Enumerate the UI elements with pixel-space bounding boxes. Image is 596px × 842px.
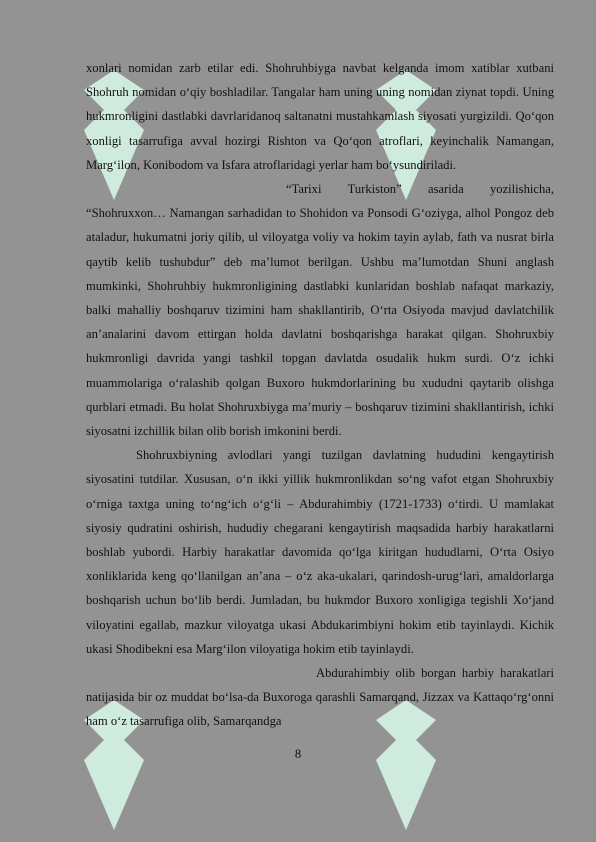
- page-number: 8: [294, 747, 302, 761]
- paragraph: Abdurahimbiy olib borgan harbiy harakatlari natijasida bir oz muddat boʻlsa-da Buxoroga qarashli Samarqand, Jizzax va Kattaqoʻrgʻonni ham oʻz tasarrufiga olib, Samarqandga: [86, 666, 554, 729]
- paragraph: “Tarixi Turkiston” asarida yozilishicha, “Shohruxxon… Namangan sarhadidan to Shohidon va Ponsodi Gʻoziyga, alhol Pongoz deb ataladur, hukumatni joriy qilib, ul viloyatga voliy va hokim tayin aylab, fath va nusrat birla qaytib kelib tushubdur” deb ma’lumot berilgan. Ushbu ma’lumotdan Shuni anglash mumkinki, Shohruhbiy hukmronligining dastlabki kunlaridan boshlab nafaqat markaziy, balki mahalliy boshqaruv tizimini ham shakllantirib, Oʻrta Osiyoda mavjud davlatchilik an’analarini davom ettirgan holda davlatni boshqarishga harakat qilgan. Shohruxbiy hukmronligi davrida yangi tashkil topgan davlatda osudalik hukm surdi. Oʻz ichki muammolariga oʻralashib qolgan Buxoro hukmdorlarining bu xududni qaytarib olishga qurblari etmadi. Bu holat Shohruxbiyga ma’muriy – boshqaruv tizimini shakllantirish, ichki siyosatni izchillik bilan olib borish imkonini berdi.: [86, 182, 554, 439]
- paragraph: Shohruxbiyning avlodlari yangi tuzilgan davlatning hududini kengaytirish siyosatini tutdilar. Xususan, oʻn ikki yillik hukmronlikdan soʻng vafot etgan Shohruxbiy oʻrniga taxtga uning toʻngʻich oʻgʻli – Abdurahimbiy (1721-1733) oʻtirdi. U mamlakat siyosiy qudratini oshirish, hududiy chegarani kengaytirish maqsadida harbiy harakatlarni boshlab yubordi. Harbiy harakatlar davomida qoʻlga kiritgan hududlarni, Oʻrta Osiyo xonliklarida keng qoʻllanilgan an’ana – oʻz aka-ukalari, qarindosh-urugʻlari, amaldorlarga boshqarish uchun boʻlib berdi. Jumladan, bu hukmdor Buxoro xonligiga tegishli Xoʻjand viloyatini egallab, mazkur viloyatga ukasi Abdukarimbiyni hokim etib tayinlaydi. Kichik ukasi Shodibekni esa Margʻilon viloyatiga hokim etib tayinlaydi.: [86, 448, 554, 656]
- body-text: [86, 56, 554, 734]
- paragraph: xonlari nomidan zarb etilar edi. Shohruhbiyga navbat kelganda imom xatiblar xutbani Shohruh nomidan oʻqiy boshladilar. Tangalar ham uning uning nomidan ziynat topdi. Uning hukmronligini dastlabki davrlaridanoq saltanatni mustahkamlash siyosati yurgizildi. Qoʻqon xonligi tasarrufiga avval hozirgi Rishton va Qoʻqon atroflari, keyinchalik Namangan, Margʻilon, Konibodom va Isfara atroflaridagi yerlar ham boʻysundiriladi.: [86, 61, 554, 172]
